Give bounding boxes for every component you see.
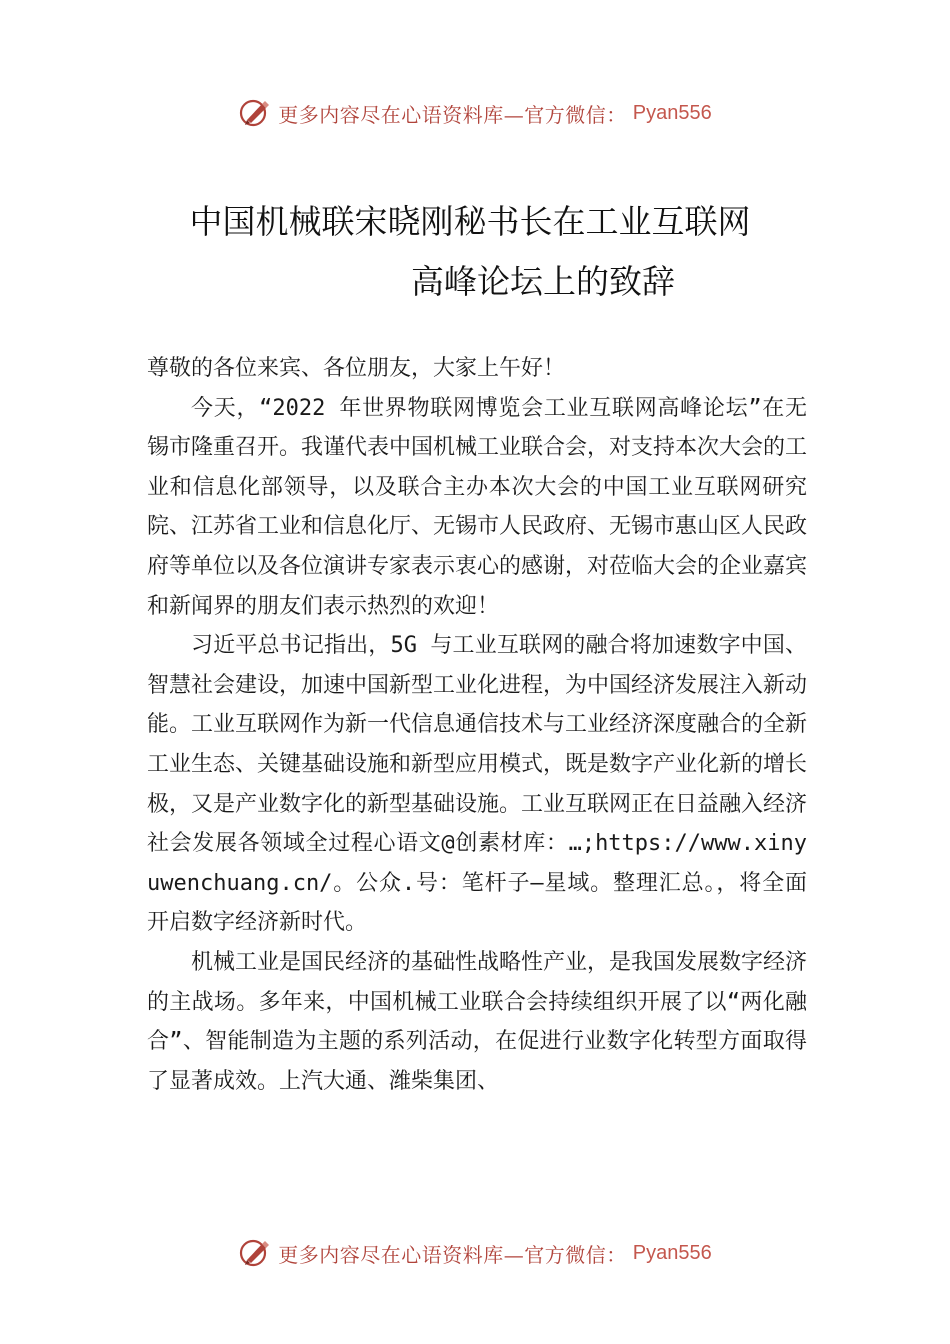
document-body <box>147 349 807 1101</box>
footer-watermark <box>0 1236 950 1270</box>
document-title <box>0 192 950 312</box>
greeting-paragraph: 尊敬的各位来宾、各位朋友，大家上午好！ <box>147 356 566 381</box>
watermark-text: 更多内容尽在心语资料库—官方微信： <box>278 102 627 127</box>
title-line-1: 中国机械联宋晓刚秘书长在工业互联网 <box>189 202 751 241</box>
watermark-handle: Pyan556 <box>632 101 712 124</box>
watermark-handle: Pyan556 <box>632 1241 712 1264</box>
title-line-2: 高峰论坛上的致辞 <box>411 262 675 301</box>
pen-logo-icon <box>238 96 272 130</box>
watermark-text: 更多内容尽在心语资料库—官方微信： <box>278 1242 627 1267</box>
body-paragraph-3: 机械工业是国民经济的基础性战略性产业，是我国发展数字经济的主战场。多年来，中国机械工业联合会持续组织开展了以“两化融合”、智能制造为主题的系列活动，在促进行业数字化转型方面取得了显著成效。上汽大通、潍柴集团、 <box>147 949 808 1094</box>
body-paragraph-1: 今天，“2022 年世界物联网博览会工业互联网高峰论坛”在无锡市隆重召开。我谨代表中国机械工业联合会，对支持本次大会的工业和信息化部领导，以及联合主办本次大会的中国工业互联网研究院、江苏省工业和信息化厅、无锡市人民政府、无锡市惠山区人民政府等单位以及各位演讲专家表示衷心的感谢，对莅临大会的企业嘉宾和新闻界的朋友们表示热烈的欢迎！ <box>147 395 808 619</box>
pen-logo-icon <box>238 1236 272 1270</box>
header-watermark <box>0 96 950 130</box>
body-paragraph-2: 习近平总书记指出，5G 与工业互联网的融合将加速数字中国、智慧社会建设，加速中国新型工业化进程，为中国经济发展注入新动能。工业互联网作为新一代信息通信技术与工业经济深度融合的全新工业生态、关键基础设施和新型应用模式，既是数字产业化新的增长极，又是产业数字化的新型基础设施。工业互联网正在日益融入经济社会发展各领域全过程心语文@创素材库：…;https://www.xinyuwenchuang.cn/。公众.号：笔杆子—星域。整理汇总。，将全面开启数字经济新时代。 <box>147 633 808 936</box>
